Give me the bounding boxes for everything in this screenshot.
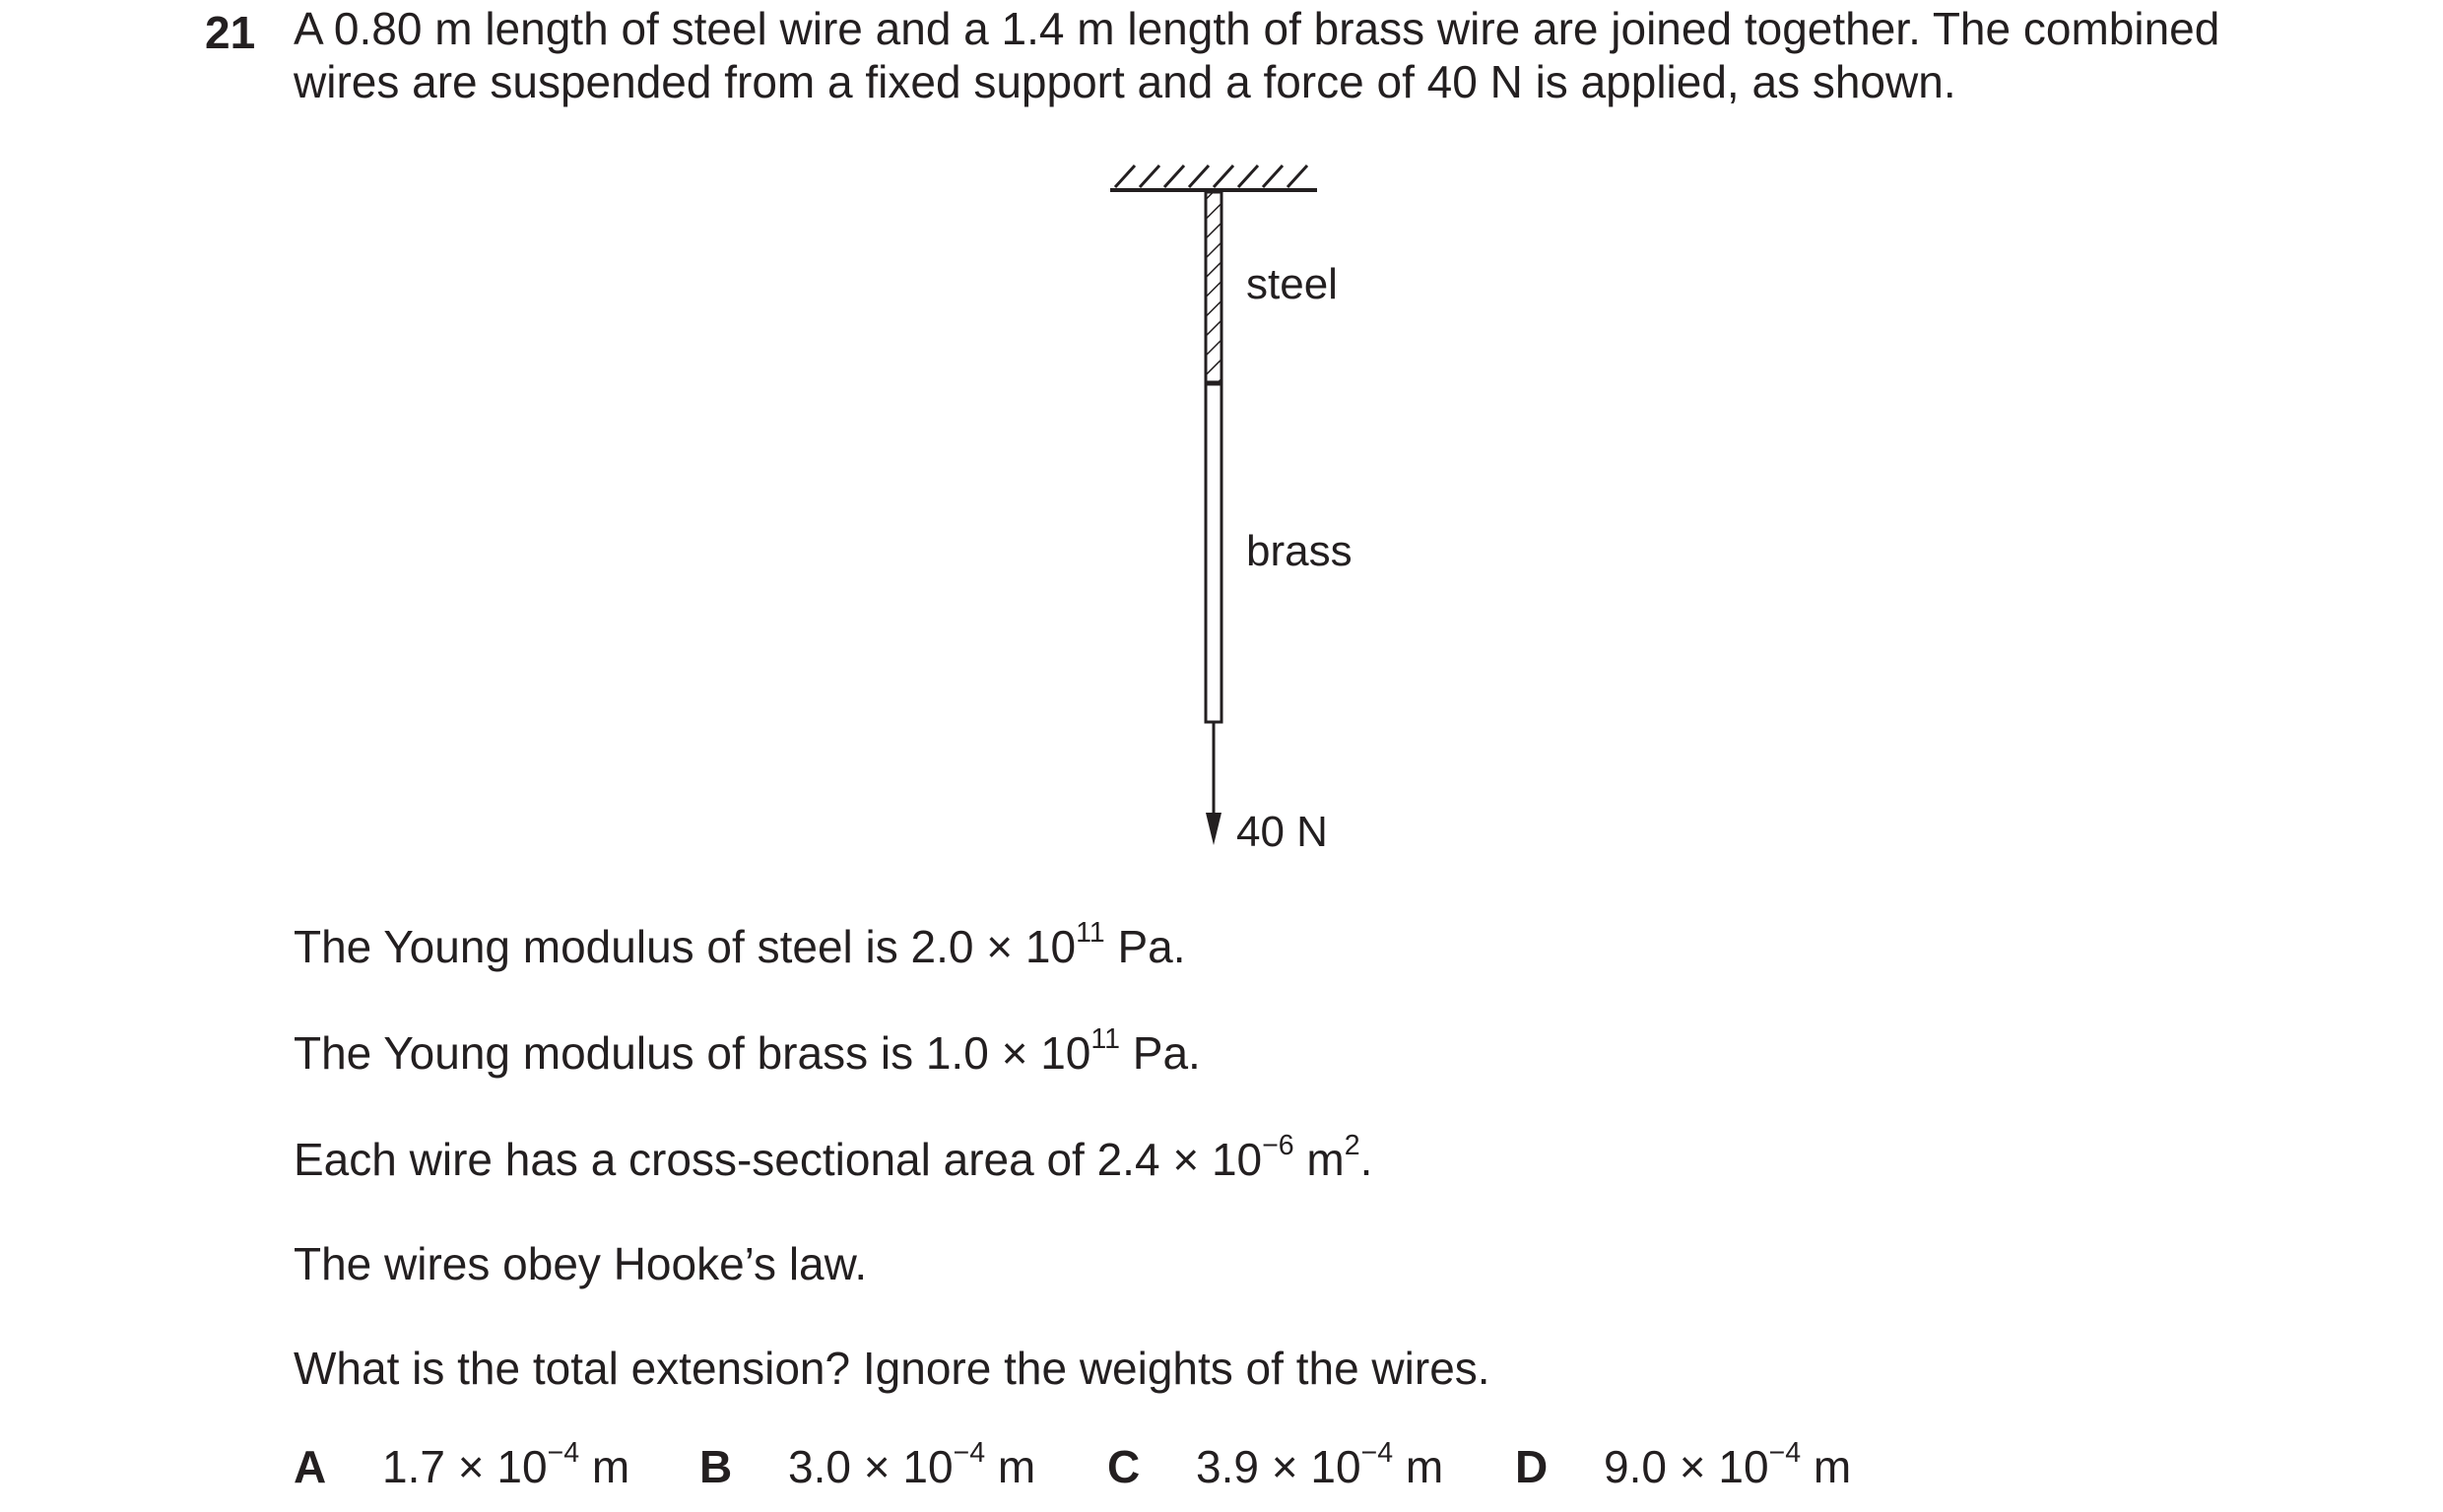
steel-modulus-statement: The Young modulus of steel is $2.0 \times 10^{11}$ Pa. (294, 916, 1186, 972)
question-line-2: wires are suspended from a fixed support and a force of 40 N is applied, as shown. (294, 56, 1956, 107)
force-label: 40 N (1236, 808, 1328, 856)
brass-modulus-statement: The Young modulus of brass is $1.0 \times 10^{11}$ Pa. (294, 1022, 1201, 1079)
brass-label: brass (1246, 527, 1353, 575)
force-arrow (1206, 722, 1222, 845)
steel-wire (1206, 192, 1222, 382)
option-b-letter: B (699, 1441, 733, 1492)
option-d-letter: D (1515, 1441, 1549, 1492)
fixed-support (1110, 165, 1317, 190)
option-c-letter: C (1107, 1441, 1141, 1492)
option-a-value: $1.7 \times 10^{-4}$ m (382, 1436, 630, 1492)
area-statement: Each wire has a cross-sectional area of $2.4 \times 10^{-6}$ $m^2$. (294, 1129, 1373, 1185)
question-prompt: What is the total extension? Ignore the weights of the wires. (294, 1343, 1490, 1394)
steel-label: steel (1246, 260, 1338, 308)
option-b-value: $3.0 \times 10^{-4}$ m (788, 1436, 1036, 1492)
option-d-value: $9.0 \times 10^{-4}$ m (1604, 1436, 1852, 1492)
option-c-value: $3.9 \times 10^{-4}$ m (1196, 1436, 1444, 1492)
hooke-statement: The wires obey Hooke’s law. (294, 1238, 868, 1289)
brass-wire (1206, 384, 1222, 722)
option-a-letter: A (294, 1441, 327, 1492)
question-number: 21 (205, 7, 256, 58)
question-line-1: A 0.80 m length of steel wire and a 1.4 m length of brass wire are joined together. The combined (294, 3, 2220, 54)
